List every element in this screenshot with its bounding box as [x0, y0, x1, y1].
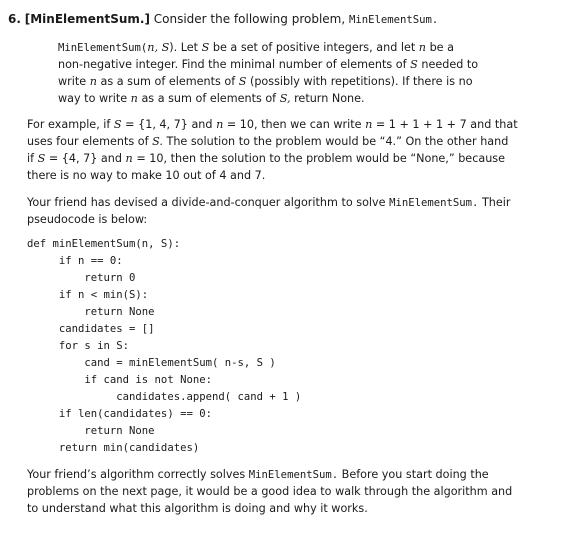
code-line: if n == 0:	[27, 255, 123, 267]
problem-title: [MinElementSum.]	[24, 12, 150, 26]
code-line: def minElementSum(n, S):	[27, 238, 181, 250]
definition-line-2: non-negative integer. Find the minimal number of elements of S needed to	[58, 58, 479, 71]
code-line: if n < min(S):	[27, 289, 149, 301]
problem-number: 6.	[8, 12, 21, 26]
problem-intro: Consider the following problem,	[153, 12, 346, 26]
code-line: if cand is not None:	[27, 374, 212, 386]
closing-line-2: problems on the next page, it would be a good idea to walk through the algorithm and	[27, 485, 513, 498]
code-line: for s in S:	[27, 340, 130, 352]
code-line: return None	[27, 306, 155, 318]
example-line-2: uses four elements of S. The solution to the problem would be “4.” On the other hand	[27, 135, 509, 148]
friend-line-1: Your friend has devised a divide-and-conquer algorithm to solve MinElementSum. Their	[27, 196, 511, 209]
code-line: if len(candidates) == 0:	[27, 408, 212, 420]
example-line-4: there is no way to make 10 out of 4 and 7.	[27, 169, 266, 182]
code-line: candidates = []	[27, 323, 155, 335]
code-line: candidates.append( cand + 1 )	[27, 391, 302, 403]
definition-line-4: way to write n as a sum of elements of S, return None.	[58, 92, 365, 105]
closing-line-3: to understand what this algorithm is doing and why it works.	[27, 502, 368, 515]
closing-line-1: Your friend’s algorithm correctly solves MinElementSum. Before you start doing the	[27, 468, 489, 481]
code-line: cand = minElementSum( n-s, S )	[27, 357, 276, 369]
code-line: return min(candidates)	[27, 442, 200, 454]
problem-header	[8, 11, 438, 29]
definition-line-3: write n as a sum of elements of S (possibly with repetitions). If there is no	[58, 75, 473, 88]
definition-line-1: MinElementSum(n, S). Let S be a set of positive integers, and let n be a	[58, 41, 454, 54]
code-line: return 0	[27, 272, 136, 284]
example-line-1: For example, if S = {1, 4, 7} and n = 10, then we can write n = 1 + 1 + 1 + 7 and that	[27, 118, 518, 131]
problem-name: MinElementSum.	[349, 14, 439, 26]
example-line-3: if S = {4, 7} and n = 10, then the solution to the problem would be “None,” because	[27, 152, 505, 165]
code-line: return None	[27, 425, 155, 437]
friend-line-2: pseudocode is below:	[27, 213, 148, 226]
